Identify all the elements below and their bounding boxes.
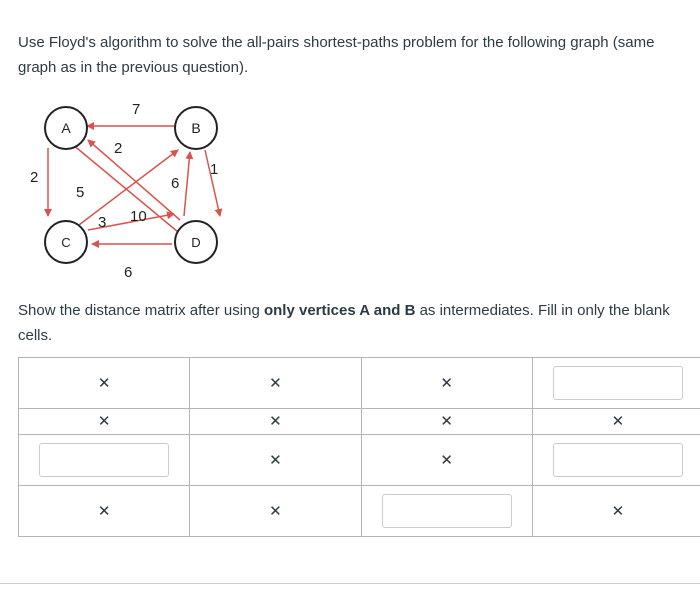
- svg-text:C: C: [61, 235, 71, 250]
- blank-cell-input[interactable]: [39, 443, 169, 477]
- blank-cell-input[interactable]: [553, 366, 683, 400]
- weight-d-to-c: 10: [130, 208, 147, 225]
- matrix-cell: [19, 486, 190, 537]
- weight-d-to-a: 2: [114, 140, 123, 157]
- instructions-prefix: Show the distance matrix after using: [18, 302, 264, 319]
- weight-c-to-d: 6: [124, 264, 133, 281]
- weight-d-to-b: 6: [171, 175, 180, 192]
- question-text: Use Floyd's algorithm to solve the all-pairs shortest-paths problem for the following graph (same graph as in the previous question).: [18, 34, 655, 76]
- weight-c-to-b: 3: [98, 214, 107, 231]
- svg-text:A: A: [61, 120, 71, 136]
- distance-matrix: [18, 357, 700, 537]
- x-mark: ✕: [440, 373, 453, 392]
- instructions-suffix: as intermediates. Fill in only the blank cells.: [18, 302, 670, 344]
- node-a: [45, 107, 87, 149]
- matrix-row: [19, 409, 700, 435]
- x-mark: ✕: [97, 412, 111, 430]
- matrix-cell: [361, 486, 532, 537]
- weight-a-to-c: 2: [30, 169, 39, 186]
- x-mark: ✕: [269, 412, 282, 430]
- x-mark: ✕: [440, 450, 453, 469]
- weight-b-to-d: 1: [210, 161, 219, 178]
- node-b: [175, 107, 217, 149]
- matrix-cell: [190, 358, 361, 409]
- matrix-row: [19, 486, 700, 537]
- matrix-cell: [19, 409, 190, 435]
- matrix-cell: [532, 358, 700, 409]
- edge-d-to-b: [184, 152, 190, 216]
- matrix-cell: [361, 409, 532, 435]
- x-mark: ✕: [269, 450, 282, 469]
- x-mark: ✕: [97, 373, 111, 392]
- svg-text:B: B: [191, 120, 201, 136]
- edge-b-to-d: [205, 150, 220, 216]
- instructions-bold: only vertices A and B: [263, 302, 416, 319]
- x-mark: ✕: [97, 501, 111, 520]
- graph-diagram: [20, 96, 240, 286]
- x-mark: ✕: [269, 501, 282, 520]
- svg-text:D: D: [191, 235, 201, 250]
- x-mark: ✕: [611, 412, 625, 430]
- weight-b-to-a: 7: [132, 101, 141, 118]
- matrix-cell: [190, 486, 361, 537]
- matrix-cell: [532, 409, 700, 435]
- matrix-cell: [361, 358, 532, 409]
- node-c: [45, 221, 87, 263]
- matrix-row: [19, 435, 700, 486]
- matrix-cell: [190, 435, 361, 486]
- matrix-cell: [532, 486, 700, 537]
- matrix-cell: [19, 435, 190, 486]
- instructions: [18, 298, 682, 348]
- node-d: [175, 221, 217, 263]
- matrix-cell: [19, 358, 190, 409]
- blank-cell-input[interactable]: [553, 443, 683, 477]
- matrix-cell: [190, 409, 361, 435]
- blank-cell-input[interactable]: [382, 494, 512, 528]
- matrix-cell: [532, 435, 700, 486]
- weight-a-to-d: 5: [76, 184, 85, 201]
- matrix-cell: [361, 435, 532, 486]
- x-mark: ✕: [611, 501, 625, 520]
- bottom-divider: [0, 583, 700, 584]
- matrix-row: [19, 358, 700, 409]
- x-mark: ✕: [269, 373, 282, 392]
- x-mark: ✕: [440, 412, 453, 430]
